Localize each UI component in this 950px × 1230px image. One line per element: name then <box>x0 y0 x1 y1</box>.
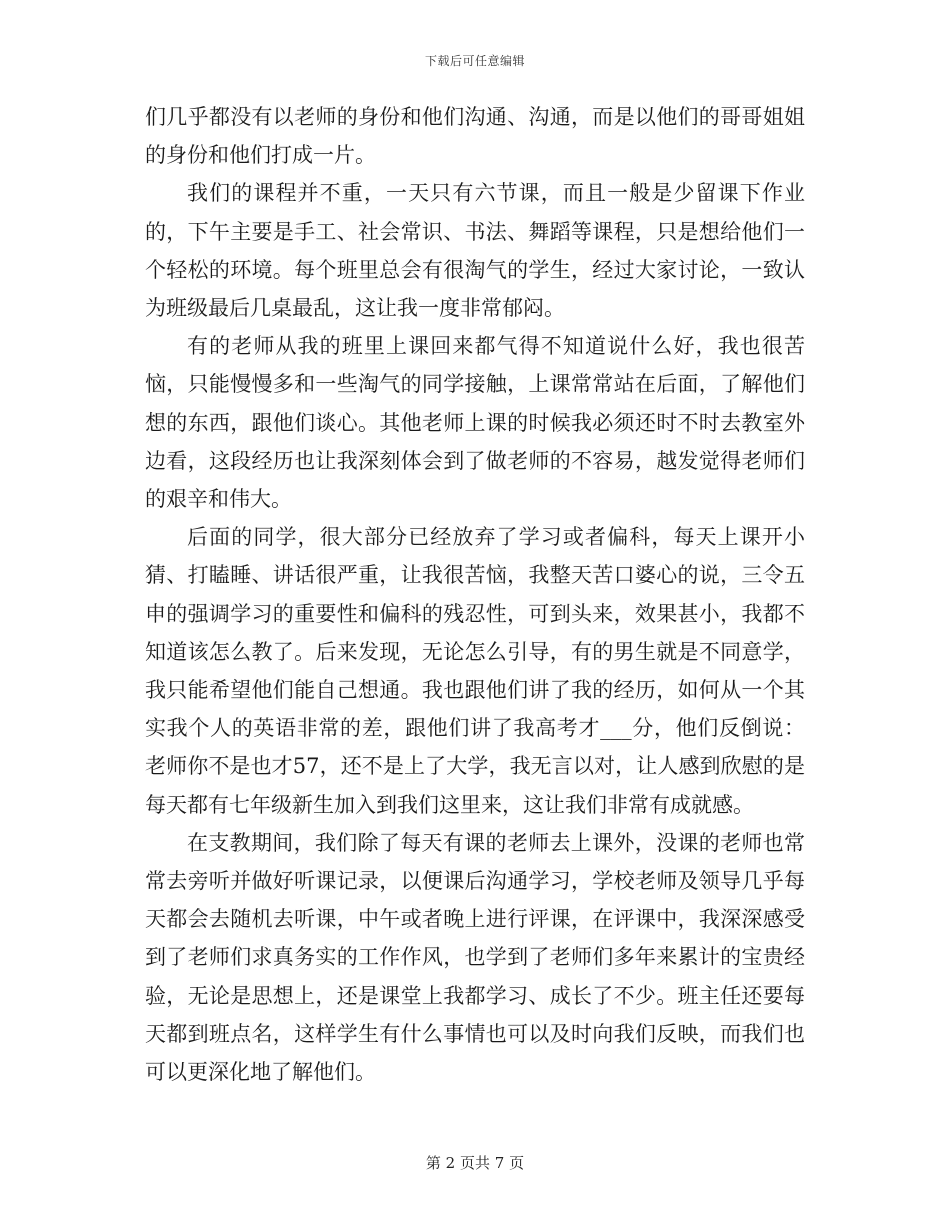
paragraph-continuation: 们几乎都没有以老师的身份和他们沟通、沟通，而是以他们的哥哥姐姐的身份和他们打成一片。 <box>145 105 805 168</box>
paragraph: 我们的课程并不重，一天只有六节课，而且一般是少留课下作业的，下午主要是手工、社会常识、书法、舞蹈等课程，只是想给他们一个轻松的环境。每个班里总会有很淘气的学生，经过大家讨论，一致认为班级最后几桌最乱，这让我一度非常郁闷。 <box>145 181 805 321</box>
header-note: 下载后可任意编辑 <box>424 54 525 68</box>
body-text <box>145 98 805 1091</box>
paragraph: 有的老师从我的班里上课回来都气得不知道说什么好，我也很苦恼，只能慢慢多和一些淘气的同学接触，上课常常站在后面，了解他们想的东西，跟他们谈心。其他老师上课的时候我必须还时不时去教室外边看，这段经历也让我深刻体会到了做老师的不容易，越发觉得老师们的艰辛和伟大。 <box>145 334 805 512</box>
paragraph: 在支教期间，我们除了每天有课的老师去上课外，没课的老师也常常去旁听并做好听课记录，以便课后沟通学习，学校老师及领导几乎每天都会去随机去听课，中午或者晚上进行评课，在评课中，我深深感受到了老师们求真务实的工作作风，也学到了老师们多年来累计的宝贵经验，无论是思想上，还是课堂上我都学习、成长了不少。班主任还要每天都到班点名，这样学生有什么事情也可以及时向我们反映，而我们也可以更深化地了解他们。 <box>145 830 805 1085</box>
page-number: 第 2 页共 7 页 <box>425 1154 525 1172</box>
paragraph: 后面的同学，很大部分已经放弃了学习或者偏科，每天上课开小猜、打瞌睡、讲话很严重，让我很苦恼，我整天苦口婆心的说，三令五申的强调学习的重要性和偏科的残忍性，可到头来，效果甚小，我都不知道该怎么教了。后来发现，无论怎么引导，有的男生就是不同意学，我只能希望他们能自己想通。我也跟他们讲了我的经历，如何从一个其实我个人的英语非常的差，跟他们讲了我高考才___分，他们反倒说：老师你不是也才57，还不是上了大学，我无言以对，让人感到欣慰的是每天都有七年级新生加入到我们这里来，这让我们非常有成就感。 <box>145 525 805 817</box>
